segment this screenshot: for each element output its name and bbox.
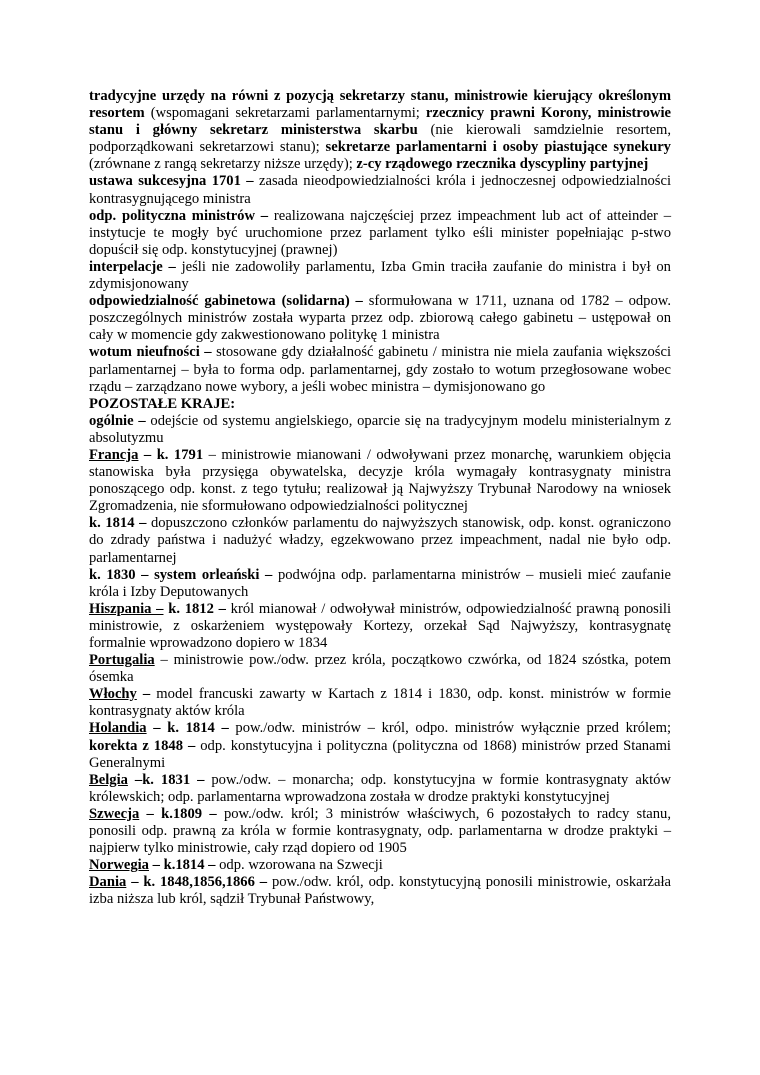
section-heading-run: Dania	[89, 874, 127, 891]
bold-term-run: k. 1830 – system orleański –	[89, 566, 273, 583]
text-run: – ministrowie pow./odw. przez króla, początkowo czwórka, od 1824 szóstka, potem ósemka	[89, 652, 671, 686]
paragraph	[89, 208, 671, 259]
text-run: – ministrowie mianowani / odwoływani przez monarchę, warunkiem objęcia stanowiska była przysięga obywatelska, decyzje króla wymagały kontrasygnaty ministra ponoszącego odp. konst. z tego tytułu; realizował ją Najwyższy Trybunał Narodowy na wniosek Zgromadzenia, nie sformułowano odpowiedzialności politycznej	[89, 446, 671, 515]
text-run: dopuszczono członków parlamentu do najwyższych stanowisk, odp. konst. ograniczono do zdrady państwa i nadużyć władzy, egzekwowano przez impeachment, nadal nie było odp. parlamentarnej	[89, 515, 671, 566]
bold-term-run: wotum nieufności –	[89, 344, 212, 361]
bold-term-run: – k.1809 –	[139, 805, 217, 822]
section-heading-run: Szwecja	[89, 805, 140, 822]
paragraph	[89, 874, 671, 908]
text-run: stosowane gdy działalność gabinetu / ministra nie miela zaufania większości parlamentarnej – była to forma odp. parlamentarnej, gdy zostało to wotum przegłosowane wobec rządu – zarządzano nowe wybory, a jeśli wobec ministra – dymisjonowano go	[89, 344, 672, 395]
bold-term-run: – k.1814 –	[148, 857, 216, 874]
bold-term-run: tradycyjne urzędy na równi z pozycją sekretarzy stanu, ministrowie kierujący określonym resortem	[89, 88, 671, 122]
section-heading-run: Norwegia	[89, 857, 149, 874]
section-heading-run: Hiszpania –	[89, 600, 164, 617]
bold-term-run: k. 1814 –	[89, 515, 147, 532]
paragraph	[89, 857, 671, 874]
section-heading-run: Belgia	[89, 771, 128, 788]
bold-term-run: ogólnie –	[89, 412, 146, 429]
paragraph	[89, 806, 671, 857]
bold-term-run: ustawa sukcesyjna 1701 –	[89, 173, 254, 190]
bold-term-run: odpowiedzialność gabinetowa (solidarna) –	[89, 293, 363, 310]
bold-term-run: POZOSTAŁE KRAJE:	[89, 395, 236, 412]
text-run: pow./odw. król, odp. konstytucyjną ponosili ministrowie, oskarżała izba niższa lub król, sądził Trybunał Państwowy,	[89, 874, 672, 908]
bold-term-run: k. 1812 –	[163, 600, 226, 617]
paragraph	[89, 396, 671, 413]
bold-term-run: odp. polityczna ministrów –	[89, 207, 269, 224]
paragraph	[89, 447, 671, 515]
paragraph	[89, 259, 671, 293]
text-run: sformułowana w 1711, uznana od 1782 – odpow. poszczególnych ministrów została wyparta przez odp. zbiorową całego gabinetu – ustępował on cały w momencie gdy zakwestionowano politykę 1 ministra	[89, 293, 672, 344]
text-run: pow./odw. ministrów – król, odpo. ministrów wyłącznie przed królem;	[228, 720, 671, 737]
text-run: podwójna odp. parlamentarna ministrów – musieli mieć zaufanie króla i Izby Deputowanych	[89, 566, 671, 600]
paragraph	[89, 344, 671, 395]
bold-term-run: sekretarze parlamentarni i osoby piastujące synekury	[325, 139, 671, 156]
paragraph	[89, 772, 671, 806]
paragraph	[89, 720, 671, 771]
text-run: (nie kierowali samdzielnie resortem, podporządkowani sekretarzowi stanu);	[89, 122, 671, 156]
text-run: (wspomagani sekretarzami parlamentarnymi;	[144, 105, 426, 122]
text-run: (zrównane z rangą sekretarzy niższe urzędy);	[89, 156, 357, 173]
text-run: model francuski zawarty w Kartach z 1814 i 1830, odp. konst. ministrów w formie kontrasygnaty aktów króla	[89, 686, 671, 720]
paragraph	[89, 567, 671, 601]
text-run: król mianował / odwoływał ministrów, odpowiedzialność prawną ponosili ministrowie, z oskarżeniem występowały Kortezy, orzekał Sąd Najwyższy, kontrasygnatę formalnie wprowadzono dopiero w 1834	[89, 600, 672, 651]
section-heading-run: Holandia	[89, 720, 147, 737]
paragraph	[89, 601, 671, 652]
section-heading-run: Portugalia	[89, 652, 155, 669]
bold-term-run: rzecznicy prawni Korony, ministrowie stanu i główny sekretarz ministerstwa skarbu	[89, 105, 671, 139]
text-run: realizowana najczęściej przez impeachment lub act of atteinder – instytucje te mogły być uruchomione przez parlament tylko eśli minister popełniając p-stwo dopuścił się odp. konstytucyjnej (prawnej)	[89, 207, 671, 258]
section-heading-run: Francja	[89, 446, 139, 463]
paragraph	[89, 652, 671, 686]
text-run: pow./odw. król; 3 ministrów właściwych, 6 pozostałych to radcy stanu, ponosili odp. prawną za króla w formie kontrasygnaty, odp. parlamentarna w drodze praktyki – najpierw tylko ministrowie, cały rząd dopiero od 1905	[89, 805, 671, 857]
paragraph	[89, 173, 671, 207]
bold-term-run: –	[136, 686, 151, 703]
bold-term-run: – k. 1814 –	[146, 720, 229, 737]
bold-term-run: – k. 1791	[138, 446, 204, 463]
bold-term-run: –k. 1831 –	[127, 771, 205, 788]
section-heading-run: Włochy	[89, 686, 137, 703]
bold-term-run: – k. 1848,1856,1866 –	[126, 874, 268, 891]
bold-term-run: korekta z 1848 –	[89, 737, 196, 754]
paragraph	[89, 293, 671, 344]
text-run: odp. konstytucyjna i polityczna (polityczna od 1868) ministrów przed Stanami Generalnymi	[89, 737, 671, 771]
text-run: zasada nieodpowiedzialności króla i jednoczesnej odpowiedzialności kontrasygnującego ministra	[89, 173, 671, 207]
document-body	[89, 88, 671, 909]
text-run: odp. wzorowana na Szwecji	[215, 857, 383, 874]
bold-term-run: z-cy rządowego rzecznika dyscypliny partyjnej	[356, 156, 649, 173]
paragraph	[89, 515, 671, 566]
bold-term-run: interpelacje –	[89, 258, 176, 275]
text-run: odejście od systemu angielskiego, oparcie się na tradycyjnym modelu ministerialnym z absolutyzmu	[89, 412, 671, 446]
paragraph	[89, 413, 671, 447]
paragraph	[89, 88, 671, 173]
text-run: jeśli nie zadowoliły parlamentu, Izba Gmin traciła zaufanie do ministra i był on zdymisjonowany	[89, 258, 671, 293]
paragraph	[89, 686, 671, 720]
text-run: pow./odw. – monarcha; odp. konstytucyjna w formie kontrasygnaty aktów królewskich; odp. parlamentarna wprowadzona została w drodze praktyki konstytucyjnej	[89, 771, 671, 805]
